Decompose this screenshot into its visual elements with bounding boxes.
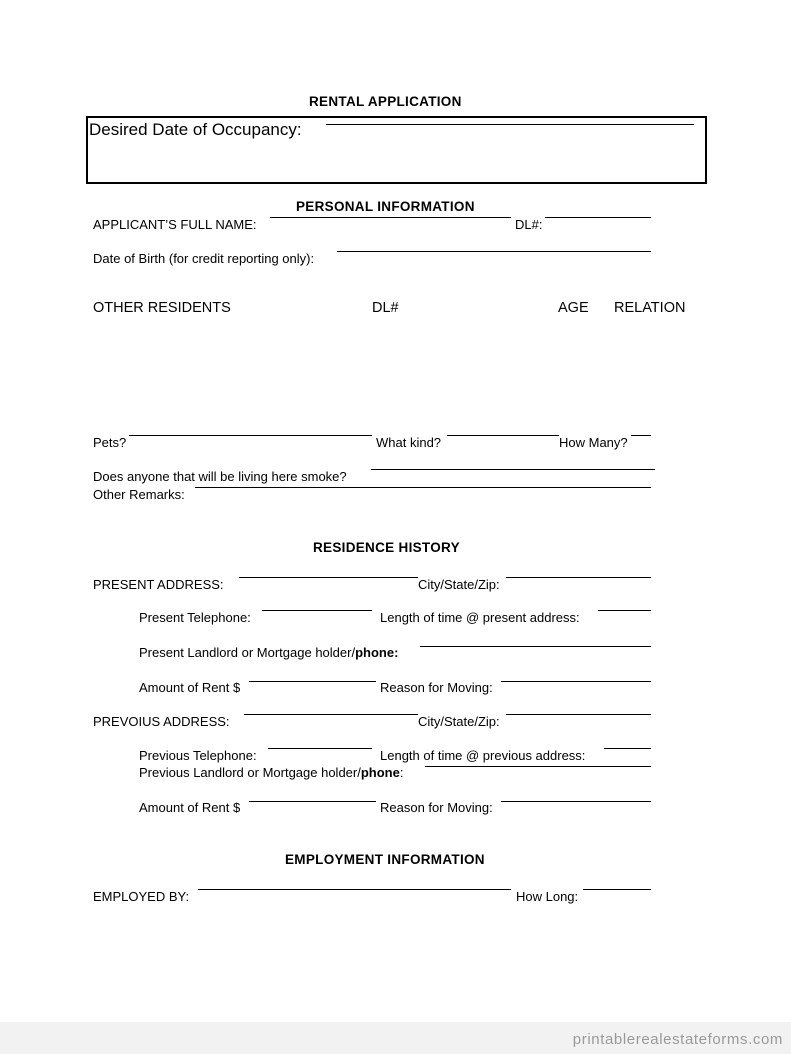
present-reason-label: Reason for Moving: — [380, 680, 493, 695]
dl-column-label: DL# — [372, 300, 399, 316]
pets-field[interactable] — [129, 435, 372, 436]
age-column-label: AGE — [558, 300, 589, 316]
occupancy-label: Desired Date of Occupancy: — [89, 120, 302, 139]
document-title: RENTAL APPLICATION — [309, 94, 462, 109]
previous-landlord-field[interactable] — [425, 766, 651, 767]
previous-rent-label: Amount of Rent $ — [139, 800, 241, 815]
personal-heading: PERSONAL INFORMATION — [296, 199, 475, 214]
pets-label: Pets? — [93, 435, 127, 450]
how-long-field[interactable] — [583, 889, 651, 890]
dl-field[interactable] — [545, 217, 651, 218]
present-city-state-zip-label: City/State/Zip: — [418, 577, 500, 592]
present-landlord-field[interactable] — [420, 646, 651, 647]
previous-city-state-zip-field[interactable] — [506, 714, 651, 715]
remarks-field[interactable] — [195, 487, 651, 488]
previous-landlord-label: Previous Landlord or Mortgage holder/phone: — [139, 765, 404, 780]
watermark: printablerealestateforms.com — [572, 1031, 783, 1048]
present-city-state-zip-field[interactable] — [506, 577, 651, 578]
how-many-field[interactable] — [631, 435, 651, 436]
relation-column-label: RELATION — [614, 300, 686, 316]
present-length-field[interactable] — [598, 610, 651, 611]
dob-label: Date of Birth (for credit reporting only): — [93, 251, 315, 266]
previous-city-state-zip-label: City/State/Zip: — [418, 714, 500, 729]
present-telephone-field[interactable] — [262, 610, 372, 611]
previous-reason-label: Reason for Moving: — [380, 800, 493, 815]
employment-heading: EMPLOYMENT INFORMATION — [285, 852, 485, 867]
present-reason-field[interactable] — [501, 681, 651, 682]
present-address-field[interactable] — [239, 577, 418, 578]
employed-by-label: EMPLOYED BY: — [93, 889, 190, 904]
how-many-label: How Many? — [559, 435, 628, 450]
previous-address-label: PREVOIUS ADDRESS: — [93, 714, 230, 729]
previous-length-label: Length of time @ previous address: — [380, 748, 586, 763]
present-length-label: Length of time @ present address: — [380, 610, 580, 625]
occupancy-date-field[interactable] — [326, 124, 694, 125]
smoke-label: Does anyone that will be living here smoke? — [93, 469, 347, 484]
how-long-label: How Long: — [516, 889, 579, 904]
employed-by-field[interactable] — [198, 889, 511, 890]
what-kind-label: What kind? — [376, 435, 442, 450]
dob-field[interactable] — [337, 251, 651, 252]
full-name-label: APPLICANT’S FULL NAME: — [93, 217, 257, 232]
full-name-field[interactable] — [270, 217, 511, 218]
what-kind-field[interactable] — [447, 435, 559, 436]
present-telephone-label: Present Telephone: — [139, 610, 251, 625]
previous-address-field[interactable] — [244, 714, 418, 715]
present-rent-label: Amount of Rent $ — [139, 680, 241, 695]
previous-reason-field[interactable] — [501, 801, 651, 802]
other-residents-label: OTHER RESIDENTS — [93, 300, 231, 316]
present-address-label: PRESENT ADDRESS: — [93, 577, 224, 592]
previous-rent-field[interactable] — [249, 801, 376, 802]
previous-telephone-field[interactable] — [268, 748, 372, 749]
previous-length-field[interactable] — [604, 748, 651, 749]
dl-label: DL#: — [515, 217, 543, 232]
smoke-field[interactable] — [371, 469, 655, 470]
present-landlord-label: Present Landlord or Mortgage holder/phone: — [139, 645, 399, 660]
remarks-label: Other Remarks: — [93, 487, 185, 502]
previous-telephone-label: Previous Telephone: — [139, 748, 257, 763]
present-rent-field[interactable] — [249, 681, 376, 682]
residence-heading: RESIDENCE HISTORY — [313, 540, 460, 555]
